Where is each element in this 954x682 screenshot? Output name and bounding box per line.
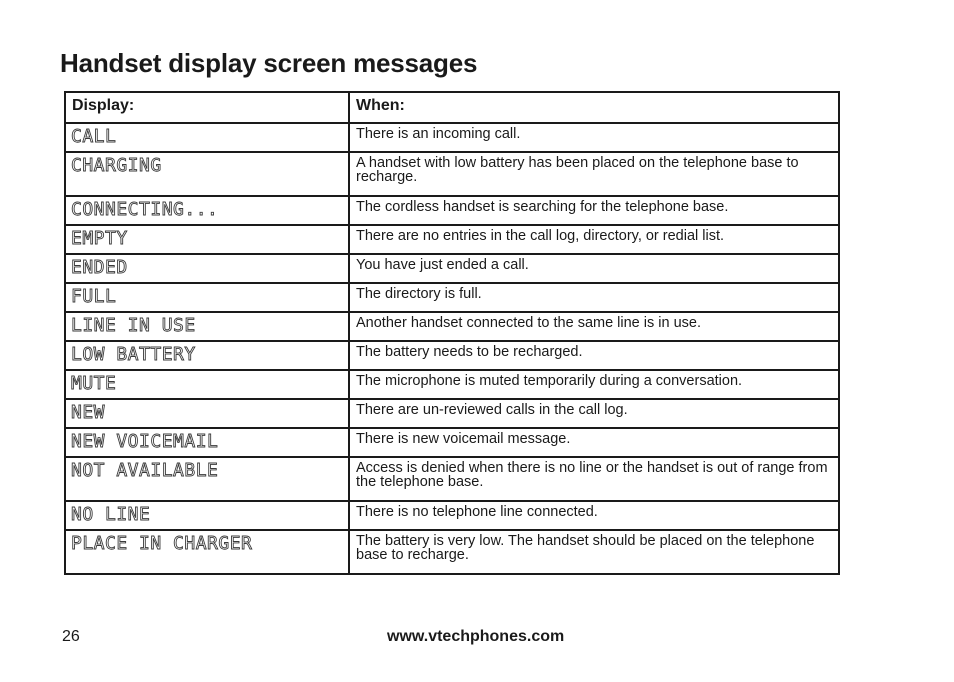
message-description: You have just ended a call. <box>349 254 839 283</box>
message-description: The battery is very low. The handset should be placed on the telephone base to recharge. <box>349 530 839 574</box>
message-description: Another handset connected to the same line is in use. <box>349 312 839 341</box>
column-header-when: When: <box>349 92 839 123</box>
message-description: Access is denied when there is no line or the handset is out of range from the telephone base. <box>349 457 839 501</box>
message-description: There is no telephone line connected. <box>349 501 839 530</box>
table-row <box>65 196 839 225</box>
display-message: LINE IN USE <box>65 312 349 341</box>
table-header-row <box>65 92 839 123</box>
display-message: NOT AVAILABLE <box>65 457 349 501</box>
display-message: CONNECTING... <box>65 196 349 225</box>
table-row <box>65 530 839 574</box>
display-message: EMPTY <box>65 225 349 254</box>
table-row <box>65 399 839 428</box>
table-row <box>65 428 839 457</box>
website-link[interactable]: www.vtechphones.com <box>387 628 565 645</box>
display-message: NEW VOICEMAIL <box>65 428 349 457</box>
page-number: 26 <box>62 628 80 645</box>
message-description: There are un-reviewed calls in the call log. <box>349 399 839 428</box>
table-row <box>65 123 839 152</box>
message-description: There is new voicemail message. <box>349 428 839 457</box>
table-row <box>65 312 839 341</box>
column-header-display: Display: <box>65 92 349 123</box>
table-row <box>65 283 839 312</box>
display-message: LOW BATTERY <box>65 341 349 370</box>
display-message: PLACE IN CHARGER <box>65 530 349 574</box>
table-row <box>65 152 839 196</box>
message-description: There are no entries in the call log, directory, or redial list. <box>349 225 839 254</box>
table-row <box>65 254 839 283</box>
display-messages-table <box>64 91 840 575</box>
table-row <box>65 501 839 530</box>
display-message: NEW <box>65 399 349 428</box>
message-description: A handset with low battery has been placed on the telephone base to recharge. <box>349 152 839 196</box>
table-row <box>65 341 839 370</box>
display-message: FULL <box>65 283 349 312</box>
display-message: CALL <box>65 123 349 152</box>
message-description: There is an incoming call. <box>349 123 839 152</box>
display-message: ENDED <box>65 254 349 283</box>
message-description: The directory is full. <box>349 283 839 312</box>
table-row <box>65 370 839 399</box>
message-description: The cordless handset is searching for the telephone base. <box>349 196 839 225</box>
table-row <box>65 225 839 254</box>
message-description: The microphone is muted temporarily during a conversation. <box>349 370 839 399</box>
display-message: CHARGING <box>65 152 349 196</box>
message-description: The battery needs to be recharged. <box>349 341 839 370</box>
page-title: Handset display screen messages <box>60 48 478 78</box>
display-message: NO LINE <box>65 501 349 530</box>
display-message: MUTE <box>65 370 349 399</box>
table-row <box>65 457 839 501</box>
